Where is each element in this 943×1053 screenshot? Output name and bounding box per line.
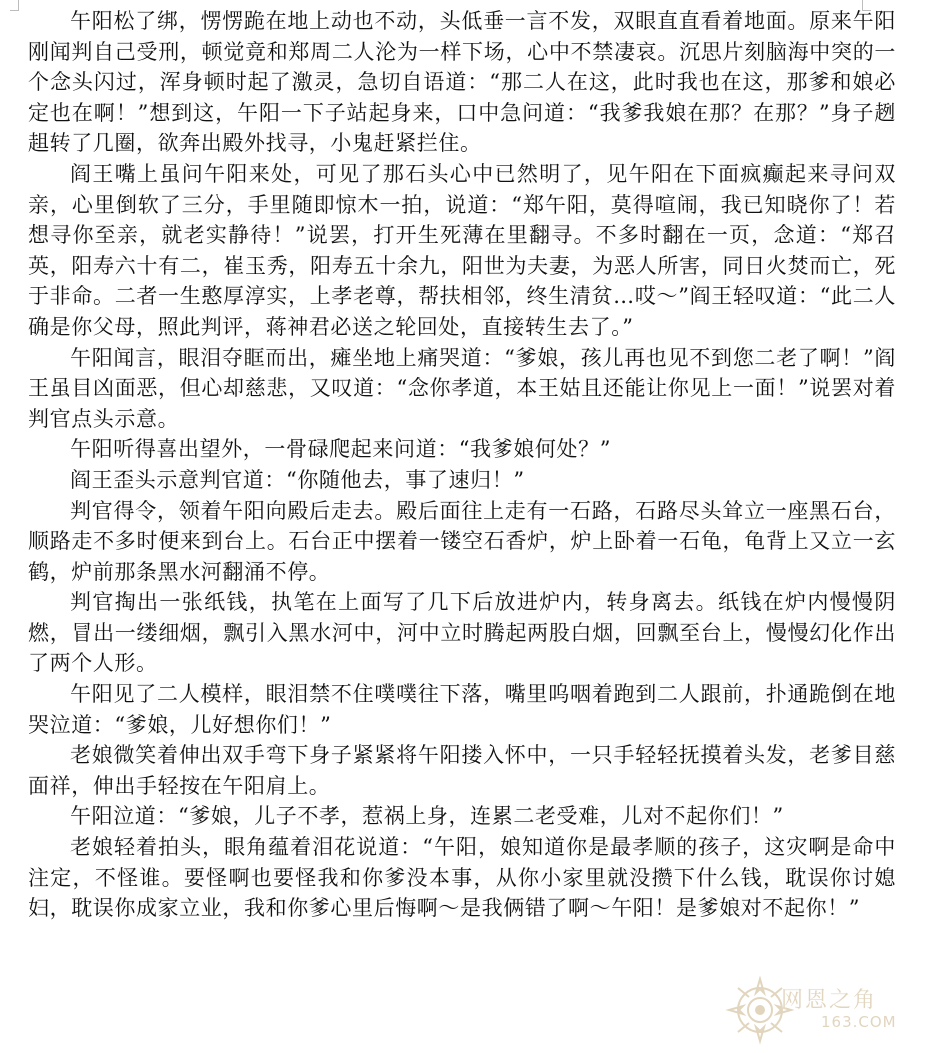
watermark [723,969,933,1049]
paragraph: 老娘轻着拍头，眼角蕴着泪花说道：“午阳，娘知道你是最孝顺的孩子，这灾啊是命中注定，不怪谁。要怪啊也要怪我和你爹没本事，从你小家里就没攒下什么钱，耽误你讨媳妇，耽误你成家立业，我和你爹心里后悔啊～是我俩错了啊～午阳！是爹娘对不起你！” [28,835,896,921]
watermark-subtext: 163.COM [821,1013,897,1031]
paragraph: 午阳泣道：“爹娘，儿子不孝，惹祸上身，连累二老受难，儿对不起你们！” [70,804,784,829]
paragraph: 阎王嘴上虽问午阳来处，可见了那石头心中已然明了，见午阳在下面疯癫起来寻问双亲，心里倒软了三分，手里随即惊木一拍，说道：“郑午阳，莫得喧闹，我已知晓你了！若想寻你至亲，就老实静待！”说罢，打开生死薄在里翻寻。不多时翻在一页，念道：“郑召英，阳寿六十有二，崔玉秀，阳寿五十余九，阳世为夫妻，为恶人所害，同日火焚而亡，死于非命。二者一生憨厚淳实，上孝老尊，帮扶相邻，终生清贫…哎～”阎王轻叹道：“此二人确是你父母，照此判评，蒋神君必送之轮回处，直接转生去了。” [28,161,896,339]
paragraph: 午阳闻言，眼泪夺眶而出，瘫坐地上痛哭道：“爹娘，孩儿再也见不到您二老了啊！”阎王虽目凶面恶，但心却慈悲，又叹道：“念你孝道，本王姑且还能让你见上一面！”说罢对着判官点头示意。 [28,345,896,431]
paragraph: 午阳听得喜出望外，一骨碌爬起来问道：“我爹娘何处？” [70,437,612,462]
page-corner-mark-left [10,0,19,11]
watermark-text: 网恩之角 [781,988,878,1013]
paragraph: 阎王歪头示意判官道：“你随他去，事了速归！” [70,467,525,492]
watermark-logo-icon [723,973,797,1047]
paragraph: 判官掏出一张纸钱，执笔在上面写了几下后放进炉内，转身离去。纸钱在炉内慢慢阴燃，冒出一缕细烟，飘引入黑水河中，河中立时腾起两股白烟，回飘至台上，慢慢幻化作出了两个人形。 [28,590,896,676]
document-page [28,6,896,924]
paragraph: 午阳见了二人模样，眼泪禁不住噗噗往下落，嘴里呜咽着跑到二人跟前，扑通跪倒在地哭泣道：“爹娘，儿好想你们！” [28,682,896,737]
paragraph: 午阳松了绑，愣愣跪在地上动也不动，头低垂一言不发，双眼直直看着地面。原来午阳刚闻判自己受刑，顿觉竟和郑周二人沦为一样下场，心中不禁凄哀。沉思片刻脑海中突的一个念头闪过，浑身顿时起了激灵，急切自语道：“那二人在这，此时我也在这，那爹和娘必定也在啊！”想到这，午阳一下子站起身来，口中急问道：“我爹我娘在那？在那？”身子趔趄转了几圈，欲奔出殿外找寻，小鬼赶紧拦住。 [28,9,896,156]
paragraph: 老娘微笑着伸出双手弯下身子紧紧将午阳搂入怀中，一只手轻轻抚摸着头发，老爹目慈面祥，伸出手轻按在午阳肩上。 [28,743,896,798]
paragraph: 判官得令，领着午阳向殿后走去。殿后面往上走有一石路，石路尽头耸立一座黑石台，顺路走不多时便来到台上。石台正中摆着一镂空石香炉，炉上卧着一石龟，龟背上又立一玄鹤，炉前那条黑水河翻涌不停。 [28,498,896,584]
